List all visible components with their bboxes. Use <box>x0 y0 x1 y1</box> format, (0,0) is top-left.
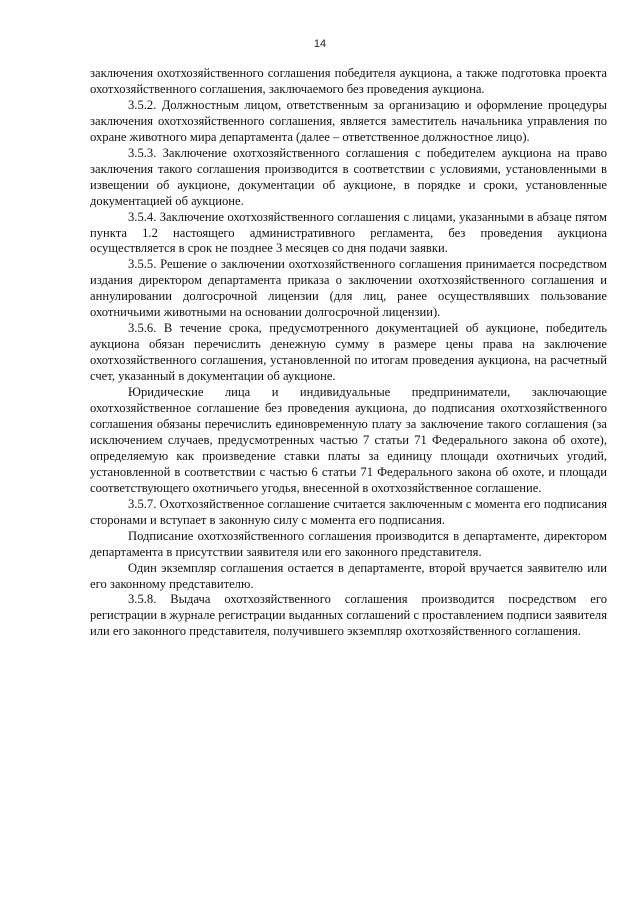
paragraph-continuation: заключения охотхозяйственного соглашения победителя аукциона, а также подготовка проекта охотхозяйственного соглашения, заключаемого без проведения аукциона. <box>90 66 607 96</box>
paragraph-3-5-5: 3.5.5. Решение о заключении охотхозяйственного соглашения принимается посредством издания директором департамента приказа о заключении охотхозяйственного соглашения и аннулировании долгосрочной лицензии (для лиц, ранее осуществлявших пользование охотничьими животными на основании долгосрочной лицензии). <box>90 257 607 320</box>
paragraph-3-5-2: 3.5.2. Должностным лицом, ответственным за организацию и оформление процедуры заключения охотхозяйственного соглашения, является заместитель начальника управления по охране животного мира департамента (далее – ответственное должностное лицо). <box>90 97 607 144</box>
paragraph-legal-entities-payment: Юридические лица и индивидуальные предприниматели, заключающие охотхозяйственное соглашение без проведения аукциона, до подписания охотхозяйственного соглашения обязаны перечислить единовременную плату за заключение такого соглашения (за исключением случаев, предусмотренных частью 7 статьи 71 Федерального закона об охоте), определяемую как произведение ставки платы за единицу площади охотничьих угодий, установленной в соответствии с частью 6 статьи 71 Федерального закона об охоте, и площади соответствующего охотничьего угодья, внесенной в охотхозяйственное соглашение. <box>90 385 607 495</box>
paragraph-copies: Один экземпляр соглашения остается в департаменте, второй вручается заявителю или его законному представителю. <box>90 560 607 591</box>
document-body <box>90 66 607 640</box>
paragraph-3-5-4: 3.5.4. Заключение охотхозяйственного соглашения с лицами, указанными в абзаце пятом пункта 1.2 настоящего административного регламента, без проведения аукциона осуществляется в срок не позднее 3 месяцев со дня подачи заявки. <box>90 209 607 256</box>
paragraph-3-5-7: 3.5.7. Охотхозяйственное соглашение считается заключенным с момента его подписания сторонами и вступает в законную силу с момента его подписания. <box>90 496 607 527</box>
paragraph-3-5-8: 3.5.8. Выдача охотхозяйственного соглашения производится посредством его регистрации в журнале регистрации выданных соглашений с проставлением подписи заявителя или его законного представителя, получившего экземпляр охотхозяйственного соглашения. <box>90 592 607 639</box>
paragraph-3-5-3: 3.5.3. Заключение охотхозяйственного соглашения с победителем аукциона на право заключения такого соглашения производится в соответствии с условиями, установленными в извещении об аукционе, документации об аукционе, в порядке и сроки, установленные документацией об аукционе. <box>90 145 607 208</box>
paragraph-signing: Подписание охотхозяйственного соглашения производится в департаменте, директором департамента в присутствии заявителя или его законного представителя. <box>90 528 607 559</box>
paragraph-3-5-6: 3.5.6. В течение срока, предусмотренного документацией об аукционе, победитель аукциона обязан перечислить денежную сумму в размере цены права на заключение охотхозяйственного соглашения, установленной по итогам проведения аукциона, на расчетный счет, указанный в документации об аукционе. <box>90 321 607 384</box>
page-number: 14 <box>313 38 327 50</box>
